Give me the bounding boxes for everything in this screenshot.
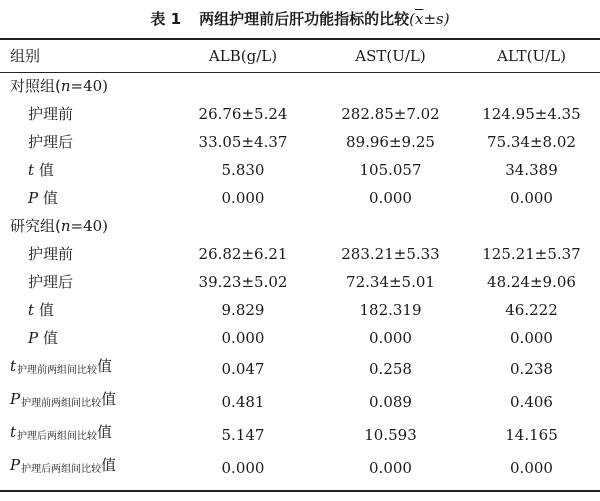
cell-ast: 182.319 [359,301,422,319]
cell-alb: 0.000 [221,458,265,477]
table-row [0,240,600,268]
cell-alt: 125.21±5.37 [482,245,581,263]
cell-alb: 0.481 [221,392,265,411]
cell-ast: 0.089 [369,392,412,411]
cell-alt: 0.000 [510,189,553,207]
cell-alt: 124.95±4.35 [482,105,581,123]
cell-alb: 33.05±4.37 [198,133,288,151]
cell-alb: 5.147 [221,425,265,444]
table-caption [0,8,600,30]
row-label: 护理前 [28,105,74,123]
header-group: 组别 [10,47,41,65]
table-row [0,100,600,128]
header-ast: AST(U/L) [355,47,426,65]
cell-ast: 72.34±5.01 [346,273,435,291]
group-row-control [0,72,600,100]
header-alb: ALB(g/L) [208,47,278,65]
table-row [0,352,600,385]
header-alt: ALT(U/L) [497,47,566,65]
table-row [0,296,600,324]
cell-alb: 0.000 [221,189,265,207]
row-label: $P_{护理后两组间比较}$值 [10,456,117,475]
stat-notation: $(\overline{x}\pm s)$ [409,10,450,28]
liver-function-table [0,40,600,484]
cell-alt: 0.000 [510,329,553,347]
row-label: P 值 [28,329,58,347]
cell-ast: 10.593 [364,425,417,444]
table-row [0,268,600,296]
header-row [0,40,600,72]
table-row [0,156,600,184]
cell-alt: 0.406 [510,392,553,411]
row-label: t 值 [28,161,54,179]
cell-alb: 26.82±6.21 [198,245,288,263]
cell-alb: 0.000 [221,329,265,347]
table-row [0,184,600,212]
group-label: 研究组(n=40) [10,217,109,235]
cell-alt: 46.222 [505,301,558,319]
group-label: 对照组(n=40) [10,77,109,95]
cell-ast: 0.000 [369,458,412,477]
cell-ast: 283.21±5.33 [341,245,440,263]
row-label: 护理后 [28,273,74,291]
cell-alt: 75.34±8.02 [487,133,576,151]
cell-ast: 0.000 [369,329,412,347]
table-title: 两组护理前后肝功能指标的比较 [199,10,410,28]
table-number: 表 1 [150,10,182,28]
table-row [0,128,600,156]
table-row [0,385,600,418]
table-row [0,451,600,484]
row-label: 护理后 [28,133,74,151]
cell-alt: 34.389 [505,161,558,179]
table-row [0,324,600,352]
group-row-study [0,212,600,240]
cell-alt: 48.24±9.06 [487,273,576,291]
row-label: 护理前 [28,245,74,263]
cell-ast: 105.057 [359,161,422,179]
cell-alt: 14.165 [505,425,558,444]
cell-alb: 26.76±5.24 [198,105,288,123]
cell-ast: 0.258 [369,359,412,378]
cell-alb: 5.830 [221,161,265,179]
table-row [0,418,600,451]
row-label: $P_{护理前两组间比较}$值 [10,390,117,409]
row-label: $t_{护理后两组间比较}$值 [10,423,113,442]
cell-ast: 282.85±7.02 [341,105,440,123]
cell-alt: 0.238 [510,359,553,378]
row-label: t 值 [28,301,54,319]
cell-alb: 39.23±5.02 [198,273,288,291]
cell-ast: 0.000 [369,189,412,207]
cell-alb: 9.829 [221,301,265,319]
cell-ast: 89.96±9.25 [346,133,435,151]
row-label: $t_{护理前两组间比较}$值 [10,357,113,376]
row-label: P 值 [28,189,58,207]
cell-alb: 0.047 [221,359,265,378]
cell-alt: 0.000 [510,458,553,477]
bottom-rule [0,490,600,492]
